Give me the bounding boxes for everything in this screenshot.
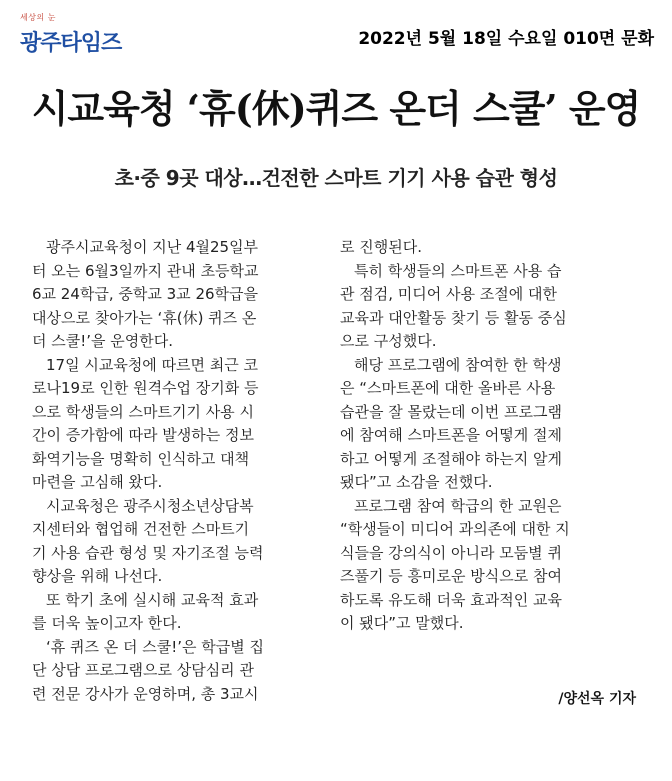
body-line: 프로그램 참여 학급의 한 교원은 (354, 496, 562, 515)
body-line: 더 스쿨!’을 운영한다. (32, 332, 174, 350)
body-line: 를 더욱 높이고자 한다. (32, 614, 182, 632)
body-line: 대상으로 찾아가는 ‘휴(休) 퀴즈 온 (32, 308, 257, 327)
article-title: 시교육청 ‘휴(休)퀴즈 온더 스쿨’ 운영 (31, 86, 641, 131)
body-line: 관 점검, 미디어 사용 조절에 대한 (340, 285, 557, 303)
body-line: 습관을 잘 몰랐는데 이번 프로그램 (340, 402, 562, 421)
body-line: 특히 학생들의 스마트폰 사용 습 (354, 261, 562, 280)
body-line: 터 오는 6월3일까지 관내 초등학교 (32, 261, 259, 280)
body-line: 시교육청은 광주시청소년상담복 (46, 496, 254, 515)
body-line: 이 됐다”고 말했다. (340, 614, 464, 632)
issue-info: 2022년 5월 18일 수요일 010면 문화 (358, 29, 654, 49)
body-line: 또 학기 초에 실시해 교육적 효과 (46, 590, 259, 609)
body-line: 으로 구성했다. (340, 332, 437, 350)
body-line: 단 상담 프로그램으로 상담심리 관 (32, 661, 254, 679)
body-line: ‘휴 퀴즈 온 더 스쿨!’은 학급별 집 (46, 637, 265, 656)
body-line: 간이 증가함에 따라 발생하는 정보 (32, 426, 254, 444)
article-body-left-column (32, 236, 324, 706)
body-line: 하고 어떻게 조절해야 하는지 알게 (340, 449, 562, 468)
body-line: 17일 시교육청에 따르면 최근 코 (46, 355, 259, 374)
body-line: 즈풀기 등 흥미로운 방식으로 참여 (340, 567, 562, 585)
logo-text: 광주타임즈 (20, 31, 122, 56)
newspaper-logo (20, 12, 160, 56)
body-line: 식들을 강의식이 아니라 모둠별 퀴 (340, 543, 562, 562)
body-line: 으로 학생들의 스마트기기 사용 시 (32, 402, 254, 421)
body-line: 6교 24학급, 중학교 3교 26학급을 (32, 285, 259, 303)
body-line: 화역기능을 명확히 인식하고 대책 (32, 449, 250, 468)
body-line: 련 전문 강사가 운영하며, 총 3교시 (32, 684, 259, 703)
body-line: 은 “스마트폰에 대한 올바른 사용 (340, 379, 556, 397)
article-subtitle: 초·중 9곳 대상…건전한 스마트 기기 사용 습관 형성 (114, 166, 558, 190)
body-line: 향상을 위해 나선다. (32, 567, 163, 585)
body-line: 해당 프로그램에 참여한 한 학생 (354, 355, 562, 374)
body-line: 기 사용 습관 형성 및 자기조절 능력 (32, 543, 264, 562)
body-line: 하도록 유도해 더욱 효과적인 교육 (340, 590, 562, 609)
body-line: 마련을 고심해 왔다. (32, 473, 163, 491)
body-line: 광주시교육청이 지난 4월25일부 (46, 238, 259, 256)
article-body-right-column (340, 236, 632, 636)
logo-tagline: 세상의 눈 (20, 13, 56, 22)
body-line: 로 진행된다. (340, 238, 422, 256)
body-line: 에 참여해 스마트폰을 어떻게 절제 (340, 426, 562, 444)
body-line: “학생들이 미디어 과의존에 대한 지 (340, 520, 570, 538)
byline: /양선옥 기자 (558, 691, 636, 707)
body-line: 됐다”고 소감을 전했다. (340, 473, 493, 491)
body-line: 교육과 대안활동 찾기 등 활동 중심 (340, 308, 567, 327)
body-line: 로나19로 인한 원격수업 장기화 등 (32, 379, 259, 397)
masthead (14, 10, 658, 56)
body-line: 지센터와 협업해 건전한 스마트기 (32, 520, 250, 538)
